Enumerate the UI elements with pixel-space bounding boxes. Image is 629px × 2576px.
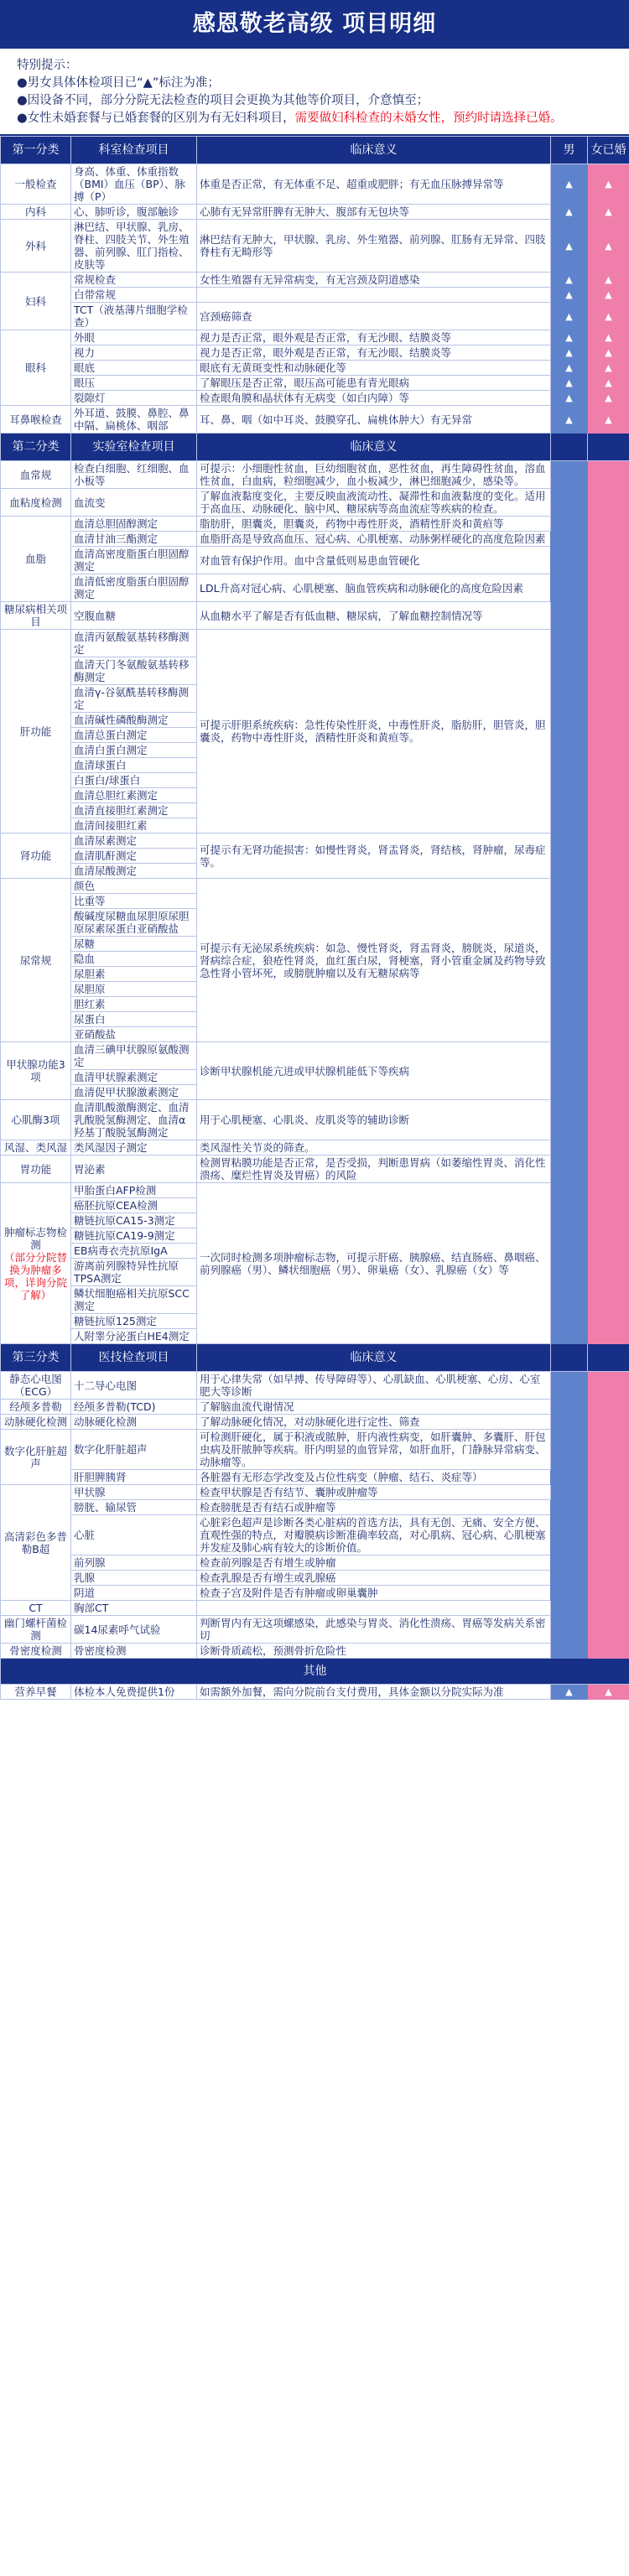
male-mark: ▲	[551, 406, 588, 434]
notice-line-text: ●女性未婚套餐与已婚套餐的区别为有无妇科项目，	[17, 112, 295, 125]
category-label: 甲状腺功能3项	[6, 1058, 65, 1083]
category-cell	[1, 630, 71, 834]
item-cell: 类风湿因子测定	[71, 1140, 197, 1156]
meaning-cell: 心脏彩色超声是诊断各类心脏病的首选方法，具有无创、无痛、安全方便、直观性强的特点，对瓣膜病诊断准确率较高，对心肌病、冠心病、心肌梗塞并发症及肺心病有较大的诊断价值。	[197, 1515, 551, 1555]
special-notice	[0, 49, 629, 136]
male-header: 男	[551, 137, 588, 164]
male-mark	[551, 1042, 588, 1100]
meaning-cell: 检查甲状腺是否有结节、囊肿或肿瘤等	[197, 1485, 551, 1500]
item-cell: 癌胚抗原CEA检测	[71, 1198, 197, 1213]
male-mark	[551, 1601, 588, 1616]
male-mark: ▲	[551, 345, 588, 361]
item-cell: 酸碱度尿糖血尿胆原尿胆原尿素尿蛋白亚硝酸盐	[71, 909, 197, 937]
meaning-cell: 血脂肝高是导致高血压、冠心病、心肌梗塞、动脉粥样硬化的高度危险因素	[197, 532, 551, 547]
table-row	[1, 602, 629, 630]
table-row	[1, 1485, 629, 1500]
item-cell: 血流变	[71, 489, 197, 517]
meaning-cell: 用于心肌梗塞、心肌炎、皮肌炎等的辅助诊断	[197, 1100, 551, 1140]
meaning-header: 临床意义	[197, 434, 551, 461]
item-cell: 比重等	[71, 894, 197, 909]
meaning-cell	[197, 1601, 551, 1616]
meaning-cell: 耳、鼻、咽（如中耳炎、鼓膜穿孔、扁桃体肿大）有无异常	[197, 406, 551, 434]
item-cell: 血清总蛋白测定	[71, 728, 197, 743]
table-row	[1, 330, 629, 345]
female-mark	[588, 1430, 629, 1485]
female-mark	[588, 1156, 629, 1183]
meaning-header: 临床意义	[197, 137, 551, 164]
meaning-cell: 类风湿性关节炎的筛查。	[197, 1140, 551, 1156]
notice-heading: 特别提示：	[17, 59, 78, 72]
meaning-cell: 检查子宫及附件是否有肿瘤或卵巢囊肿	[197, 1586, 551, 1601]
table-row	[1, 1685, 629, 1700]
item-cell: 血清高密度脂蛋白胆固醇测定	[71, 547, 197, 574]
category-cell: 骨密度检测	[1, 1644, 71, 1659]
female-mark: ▲	[588, 273, 629, 288]
item-cell: 尿糖	[71, 937, 197, 952]
item-header: 实验室检查项目	[71, 434, 197, 461]
meaning-cell: 从血糖水平了解是否有低血糖、糖尿病，了解血糖控制情况等	[197, 602, 551, 630]
category-cell: 经颅多普勒	[1, 1400, 71, 1415]
male-mark	[551, 1183, 588, 1344]
table-row	[1, 1430, 629, 1470]
notice-line	[17, 110, 612, 127]
female-mark: ▲	[588, 205, 629, 220]
item-cell: 尿胆素	[71, 967, 197, 982]
female-mark	[588, 879, 629, 1042]
meaning-cell: 了解眼压是否正常，眼压高可能患有青光眼病	[197, 376, 551, 391]
male-mark	[551, 630, 588, 834]
table-row	[1, 220, 629, 273]
meaning-cell: 可检测肝硬化，属于积液或脓肿，肝内液性病变，如肝囊肿、多囊肝、肝包虫病及肝脓肿等疾病。肝内明显的血管异常，如肝血肝，门静脉异常病变、动脉瘤等。	[197, 1430, 551, 1470]
table-row	[1, 630, 629, 657]
item-cell: 身高、体重、体重指数（BMI）血压（BP）、脉搏（P）	[71, 164, 197, 205]
table-row	[1, 879, 629, 894]
male-mark	[551, 1430, 588, 1485]
male-mark	[551, 517, 588, 602]
item-cell: TCT（液基薄片细胞学检查）	[71, 303, 197, 330]
category-label: 肾功能	[19, 849, 52, 862]
item-cell: 肝胆脾胰肾	[71, 1470, 197, 1485]
male-mark: ▲	[551, 361, 588, 376]
category-cell: 幽门螺杆菌检测	[1, 1616, 71, 1644]
item-cell: 白带常规	[71, 288, 197, 303]
item-cell: 体检本人免费提供1份	[71, 1685, 197, 1700]
table-row	[1, 376, 629, 391]
category-label: 肿瘤标志物检测	[3, 1225, 67, 1251]
item-cell: 血清肌酐测定	[71, 849, 197, 864]
male-header	[551, 1344, 588, 1372]
table-row	[1, 1140, 629, 1156]
male-mark	[551, 1100, 588, 1140]
item-header: 医技检查项目	[71, 1344, 197, 1372]
meaning-cell: 眼底有无黄斑变性和动脉硬化等	[197, 361, 551, 376]
table-row	[1, 1415, 629, 1430]
meaning-cell: 可提示肝胆系统疾病：急性传染性肝炎，中毒性肝炎，脂肪肝，胆管炎，胆囊炎，药物中毒性肝炎，酒精性肝炎和黄疸等。	[197, 630, 551, 834]
category-cell: CT	[1, 1601, 71, 1616]
male-mark	[551, 1140, 588, 1156]
table-row	[1, 164, 629, 205]
meaning-cell: 脂肪肝，胆囊炎，胆囊炎，药物中毒性肝炎，酒精性肝炎和黄疸等	[197, 517, 551, 532]
item-cell: 动脉硬化检测	[71, 1415, 197, 1430]
table-row	[1, 1586, 629, 1601]
item-cell: 血清总胆红素测定	[71, 788, 197, 803]
item-cell: 甲胎蛋白AFP检测	[71, 1183, 197, 1198]
category-cell: 内科	[1, 205, 71, 220]
item-cell: 碳14尿素呼气试验	[71, 1616, 197, 1644]
meaning-cell: 检查前列腺是否有增生或肿瘤	[197, 1555, 551, 1571]
table-row	[1, 406, 629, 434]
item-cell: EB病毒衣壳抗原IgA	[71, 1244, 197, 1259]
other-header-row	[1, 1659, 629, 1685]
item-cell: 胆红素	[71, 997, 197, 1012]
item-cell: 胸部CT	[71, 1601, 197, 1616]
table-row	[1, 1400, 629, 1415]
item-cell: 血清白蛋白测定	[71, 743, 197, 758]
page-title: 感恩敬老高级 项目明细	[0, 0, 629, 49]
table-row	[1, 1616, 629, 1644]
meaning-cell: 宫颈癌筛查	[197, 303, 551, 330]
notice-warning: 需要做妇科检查的未婚女性，预约时请选择已婚。	[294, 112, 563, 125]
item-cell: 乳腺	[71, 1571, 197, 1586]
category-cell	[1, 1042, 71, 1100]
meaning-cell: 心肺有无异常肝脾有无肿大、腹部有无包块等	[197, 205, 551, 220]
meaning-cell: 诊断骨质疏松，预测骨折危险性	[197, 1644, 551, 1659]
male-mark	[551, 602, 588, 630]
item-cell: 数字化肝脏超声	[71, 1430, 197, 1470]
table-row	[1, 532, 629, 547]
female-mark: ▲	[588, 220, 629, 273]
female-mark: ▲	[588, 361, 629, 376]
meaning-cell: 判断胃内有无这项螺感染，此感染与胃炎、消化性溃疡、胃癌等发病关系密切	[197, 1616, 551, 1644]
table-row	[1, 1042, 629, 1070]
item-cell: 游离前列腺特异性抗原TPSA测定	[71, 1259, 197, 1286]
item-cell: 鳞状细胞癌相关抗原SCC测定	[71, 1286, 197, 1314]
meaning-cell: 检查眼角膜和晶状体有无病变（如白内障）等	[197, 391, 551, 406]
table-row	[1, 205, 629, 220]
female-mark	[588, 630, 629, 834]
table-row	[1, 1644, 629, 1659]
item-cell: 亚硝酸盐	[71, 1027, 197, 1042]
table-row	[1, 288, 629, 303]
female-header	[588, 1344, 629, 1372]
table-row	[1, 1372, 629, 1400]
female-mark	[588, 834, 629, 879]
category-cell: 风湿、类风湿	[1, 1140, 71, 1156]
item-cell: 尿胆原	[71, 982, 197, 997]
meaning-cell: 女性生殖器有无异常病变，有无宫颈及阴道感染	[197, 273, 551, 288]
meaning-cell: 各脏器有无形态学改变及占位性病变（肿瘤、结石、炎症等）	[197, 1470, 551, 1485]
female-mark: ▲	[588, 288, 629, 303]
table-row	[1, 1100, 629, 1140]
female-mark	[588, 1140, 629, 1156]
section-header-row	[1, 137, 629, 164]
category-cell: 耳鼻喉检查	[1, 406, 71, 434]
category-cell: 妇科	[1, 273, 71, 330]
item-cell: 血清γ-谷氨酰基转移酶测定	[71, 685, 197, 713]
category-cell: 一般检查	[1, 164, 71, 205]
item-cell: 尿蛋白	[71, 1012, 197, 1027]
item-cell: 十二导心电图	[71, 1372, 197, 1400]
item-cell: 骨密度检测	[71, 1644, 197, 1659]
table-row	[1, 517, 629, 532]
table-row	[1, 834, 629, 849]
item-cell: 白蛋白/球蛋白	[71, 773, 197, 788]
male-mark	[551, 1415, 588, 1430]
female-mark	[588, 1616, 629, 1644]
female-mark: ▲	[588, 1685, 629, 1700]
female-mark: ▲	[588, 376, 629, 391]
notice-line: ●因设备不同，部分分院无法检查的项目会更换为其他等价项目，介意慎至；	[17, 94, 429, 107]
female-mark	[588, 1485, 629, 1601]
male-mark	[551, 1644, 588, 1659]
table-row	[1, 574, 629, 602]
item-cell: 血清球蛋白	[71, 758, 197, 773]
category-cell: 静态心电图（ECG）	[1, 1372, 71, 1400]
item-cell: 血清三碘甲状腺原氨酸测定	[71, 1042, 197, 1070]
item-cell: 眼压	[71, 376, 197, 391]
male-mark	[551, 834, 588, 879]
male-mark: ▲	[551, 220, 588, 273]
item-cell: 血清总胆固醇测定	[71, 517, 197, 532]
item-cell: 颜色	[71, 879, 197, 894]
item-cell: 血清碱性磷酸酶测定	[71, 713, 197, 728]
item-cell: 常规检查	[71, 273, 197, 288]
table-row	[1, 391, 629, 406]
female-mark: ▲	[588, 164, 629, 205]
female-mark: ▲	[588, 303, 629, 330]
meaning-cell: 体重是否正常，有无体重不足、超重或肥胖；有无血压脉搏异常等	[197, 164, 551, 205]
table-row	[1, 1156, 629, 1183]
female-mark	[588, 1042, 629, 1100]
female-mark	[588, 1601, 629, 1616]
category-cell: 外科	[1, 220, 71, 273]
female-mark	[588, 1415, 629, 1430]
male-mark	[551, 1372, 588, 1400]
item-cell: 血清直接胆红素测定	[71, 803, 197, 818]
category-label: 肝功能	[19, 724, 52, 738]
table-row	[1, 1183, 629, 1198]
female-mark	[588, 1100, 629, 1140]
table-row	[1, 461, 629, 489]
item-cell: 糖链抗原125测定	[71, 1314, 197, 1329]
male-mark	[551, 879, 588, 1042]
category-cell: 血脂	[1, 517, 71, 602]
meaning-header: 临床意义	[197, 1344, 551, 1372]
male-mark: ▲	[551, 303, 588, 330]
category-cell: 眼科	[1, 330, 71, 406]
table-row	[1, 1515, 629, 1555]
meaning-cell: 可提示：小细胞性贫血，巨幼细胞贫血，恶性贫血，再生障碍性贫血，溶血性贫血，白血病，粒细胞减少，血小板减少，淋巴细胞减少，感染等。	[197, 461, 551, 489]
category-cell: 营养早餐	[1, 1685, 71, 1700]
male-mark: ▲	[551, 1685, 588, 1700]
category-cell: 胃功能	[1, 1156, 71, 1183]
male-mark	[551, 461, 588, 489]
item-cell: 裂隙灯	[71, 391, 197, 406]
category-header: 第三分类	[1, 1344, 71, 1372]
category-cell: 动脉硬化检测	[1, 1415, 71, 1430]
female-header: 女已婚	[588, 137, 629, 164]
female-mark	[588, 1644, 629, 1659]
meaning-cell: 诊断甲状腺机能亢进或甲状腺机能低下等疾病	[197, 1042, 551, 1100]
meaning-cell: 可提示有无泌尿系统疾病：如急、慢性肾炎，肾盂肾炎，膀胱炎，尿道炎，肾病综合症，狼疮性肾炎，血红蛋白尿，肾梗塞，肾小管重金属及药物导致急性肾小管坏死，或膀胱肿瘤以及有无糖尿病等	[197, 879, 551, 1042]
meaning-cell: 可提示有无肾功能损害：如慢性肾炎，肾盂肾炎，肾结核，肾肿瘤，尿毒症等。	[197, 834, 551, 879]
category-cell: 血粘度检测	[1, 489, 71, 517]
category-header: 第二分类	[1, 434, 71, 461]
item-cell: 淋巴结、甲状腺、乳房、脊柱、四肢关节、外生殖器、前列腺、肛门指检、皮肤等	[71, 220, 197, 273]
other-section-title: 其他	[1, 1659, 629, 1685]
table-row	[1, 1571, 629, 1586]
item-cell: 心、肺听诊，腹部触诊	[71, 205, 197, 220]
category-cell	[1, 1100, 71, 1140]
meaning-cell: 淋巴结有无肿大，甲状腺、乳房、外生殖器、前列腺、肛肠有无异常、四肢脊柱有无畸形等	[197, 220, 551, 273]
male-mark	[551, 1400, 588, 1415]
item-cell: 空腹血糖	[71, 602, 197, 630]
meaning-cell: 如需额外加餐，需向分院前台支付费用，具体金额以分院实际为准	[197, 1685, 551, 1700]
item-cell: 前列腺	[71, 1555, 197, 1571]
meaning-cell: 了解脑血流代谢情况	[197, 1400, 551, 1415]
item-cell: 血清甲状腺素测定	[71, 1070, 197, 1085]
item-cell: 血清肌酸激酶测定、血清乳酸脱氢酶测定、血清α羟基丁酸脱氢酶测定	[71, 1100, 197, 1140]
meaning-cell	[197, 288, 551, 303]
category-cell: 糖尿病相关项目	[1, 602, 71, 630]
category-cell	[1, 1183, 71, 1344]
item-header: 科室检查项目	[71, 137, 197, 164]
female-mark	[588, 602, 629, 630]
item-cell: 心脏	[71, 1515, 197, 1555]
item-cell: 阴道	[71, 1586, 197, 1601]
category-cell: 血常规	[1, 461, 71, 489]
meaning-cell: 视力是否正常，眼外观是否正常，有无沙眼、结膜炎等	[197, 330, 551, 345]
item-cell: 糖链抗原CA19-9测定	[71, 1228, 197, 1244]
male-mark: ▲	[551, 273, 588, 288]
table-row	[1, 303, 629, 330]
female-mark: ▲	[588, 345, 629, 361]
male-mark	[551, 489, 588, 517]
item-cell: 血清促甲状腺激素测定	[71, 1085, 197, 1100]
meaning-cell: 用于心律失常（如早搏、传导障碍等）、心肌缺血、心肌梗塞、心房、心室肥大等诊断	[197, 1372, 551, 1400]
meaning-cell: 检查乳腺是否有增生或乳腺癌	[197, 1571, 551, 1586]
meaning-cell: 检查膀胱是否有结石或肿瘤等	[197, 1500, 551, 1515]
category-note: （部分分院替换为肿瘤多项，详询分院了解）	[3, 1250, 67, 1301]
item-cell: 视力	[71, 345, 197, 361]
item-cell: 血清尿酸测定	[71, 864, 197, 879]
male-header	[551, 434, 588, 461]
item-cell: 血清低密度脂蛋白胆固醇测定	[71, 574, 197, 602]
table-row	[1, 489, 629, 517]
item-cell: 人附睾分泌蛋白HE4测定	[71, 1329, 197, 1344]
meaning-cell: 视力是否正常，眼外观是否正常，有无沙眼、结膜炎等	[197, 345, 551, 361]
item-cell: 胃泌素	[71, 1156, 197, 1183]
female-mark: ▲	[588, 391, 629, 406]
item-cell: 外耳道、鼓膜、鼻腔、鼻中隔、扁桃体、咽部	[71, 406, 197, 434]
female-mark: ▲	[588, 406, 629, 434]
female-mark	[588, 1183, 629, 1344]
item-cell: 糖链抗原CA15-3测定	[71, 1213, 197, 1228]
item-cell: 眼底	[71, 361, 197, 376]
male-mark: ▲	[551, 376, 588, 391]
section-header-row	[1, 434, 629, 461]
item-cell: 血清间接胆红素	[71, 818, 197, 834]
table-row	[1, 1601, 629, 1616]
male-mark	[551, 1485, 588, 1601]
male-mark	[551, 1616, 588, 1644]
female-mark	[588, 517, 629, 602]
female-mark: ▲	[588, 330, 629, 345]
section-header-row	[1, 1344, 629, 1372]
item-cell: 检查白细胞、红细胞、血小板等	[71, 461, 197, 489]
meaning-cell: 检测胃粘膜功能是否正常，是否受损，判断患胃病（如萎缩性胃炎、消化性溃疡、糜烂性胃炎及胃癌）的风险	[197, 1156, 551, 1183]
item-cell: 血清丙氨酸氨基转移酶测定	[71, 630, 197, 657]
category-label: 尿常规	[19, 953, 52, 967]
table-row	[1, 273, 629, 288]
category-cell: 高清彩色多普勒B超	[1, 1485, 71, 1601]
table-row	[1, 1500, 629, 1515]
male-mark: ▲	[551, 288, 588, 303]
item-cell: 隐血	[71, 952, 197, 967]
table-row	[1, 361, 629, 376]
female-mark	[588, 489, 629, 517]
female-header	[588, 434, 629, 461]
category-cell	[1, 834, 71, 879]
item-cell: 甲状腺	[71, 1485, 197, 1500]
item-cell: 膀胱、输尿管	[71, 1500, 197, 1515]
category-cell	[1, 879, 71, 1042]
meaning-cell: 了解血液黏度变化，主要反映血液流动性、凝滞性和血液黏度的变化。适用于高血压、动脉硬化、脑中风、糖尿病等高血流症等疾病的检查。	[197, 489, 551, 517]
female-mark	[588, 1400, 629, 1415]
item-cell: 血清天门冬氨酸氨基转移酶测定	[71, 657, 197, 685]
male-mark: ▲	[551, 391, 588, 406]
female-mark	[588, 1372, 629, 1400]
male-mark: ▲	[551, 330, 588, 345]
table-row	[1, 345, 629, 361]
category-label: 心肌酶3项	[11, 1114, 60, 1126]
table-row	[1, 1470, 629, 1485]
item-cell: 血清甘油三酯测定	[71, 532, 197, 547]
category-cell: 数字化肝脏超声	[1, 1430, 71, 1485]
meaning-cell: LDL升高对冠心病、心肌梗塞、脑血管疾病和动脉硬化的高度危险因素	[197, 574, 551, 602]
exam-items-table	[0, 136, 629, 1700]
male-mark: ▲	[551, 205, 588, 220]
item-cell: 经颅多普勒(TCD)	[71, 1400, 197, 1415]
female-mark	[588, 461, 629, 489]
category-header: 第一分类	[1, 137, 71, 164]
meaning-cell: 一次同时检测多项肿瘤标志物，可提示肝癌、胰腺癌、结直肠癌、鼻咽癌、前列腺癌（男）、鳞状细胞癌（男）、卵巢癌（女）、乳腺癌（女）等	[197, 1183, 551, 1344]
meaning-cell: 对血管有保护作用。血中含量低则易患血管硬化	[197, 547, 551, 574]
table-row	[1, 547, 629, 574]
notice-line: ●男女具体体检项目已“▲”标注为准；	[17, 76, 220, 90]
male-mark	[551, 1156, 588, 1183]
item-cell: 外眼	[71, 330, 197, 345]
meaning-cell: 了解动脉硬化情况，对动脉硬化进行定性、筛查	[197, 1415, 551, 1430]
table-row	[1, 1555, 629, 1571]
item-cell: 血清尿素测定	[71, 834, 197, 849]
male-mark: ▲	[551, 164, 588, 205]
